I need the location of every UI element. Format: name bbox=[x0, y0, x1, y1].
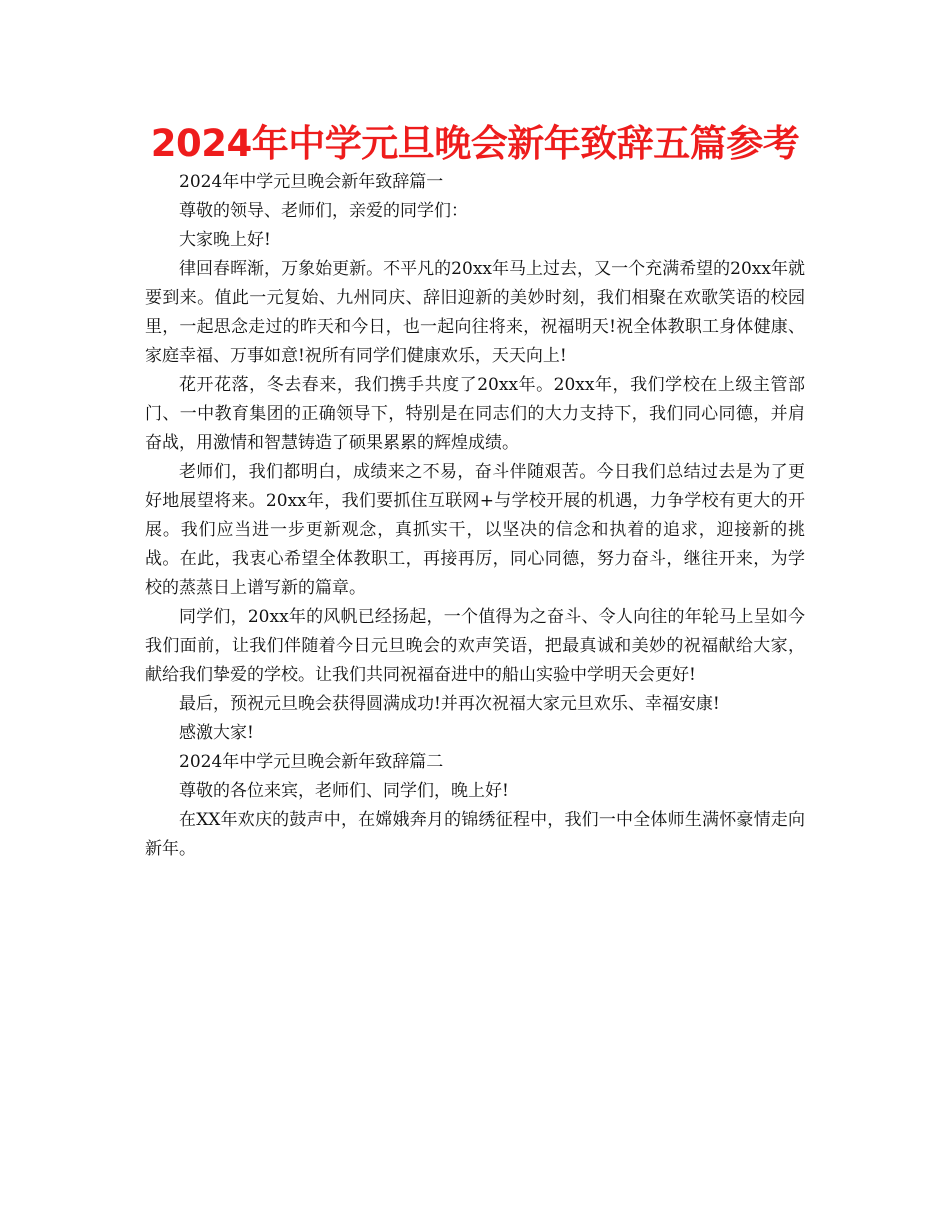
body-paragraph: 老师们，我们都明白，成绩来之不易，奋斗伴随艰苦。今日我们总结过去是为了更好地展望将来。20xx年，我们要抓住互联网+与学校开展的机遇，力争学校有更大的开展。我们应当进一步更新观念，真抓实干，以坚决的信念和执着的追求，迎接新的挑战。在此，我衷心希望全体教职工，再接再厉，同心同德，努力奋斗，继往开来，为学校的蒸蒸日上谱写新的篇章。 bbox=[145, 462, 805, 598]
body-paragraph: 花开花落，冬去春来，我们携手共度了20xx年。20xx年，我们学校在上级主管部门、一中教育集团的正确领导下，特别是在同志们的大力支持下，我们同心同德，并肩奋战，用激情和智慧铸造了硕果累累的辉煌成绩。 bbox=[145, 375, 805, 453]
salutation-1: 尊敬的领导、老师们，亲爱的同学们： bbox=[179, 201, 468, 221]
body-paragraph: 在XX年欢庆的鼓声中，在嫦娥奔月的锦绣征程中，我们一中全体师生满怀豪情走向新年。 bbox=[145, 810, 805, 859]
thanks-line: 感激大家! bbox=[179, 723, 254, 743]
greeting-1: 大家晚上好! bbox=[179, 230, 271, 250]
body-paragraph: 同学们，20xx年的风帆已经扬起，一个值得为之奋斗、令人向往的年轮马上呈如今我们面前，让我们伴随着今日元旦晚会的欢声笑语，把最真诚和美妙的祝福献给大家，献给我们挚爱的学校。让我们共同祝福奋进中的船山实验中学明天会更好! bbox=[145, 607, 805, 685]
section-heading-2: 2024年中学元旦晚会新年致辞篇二 bbox=[179, 752, 444, 772]
document-body bbox=[145, 168, 805, 864]
body-paragraph: 律回春晖渐，万象始更新。不平凡的20xx年马上过去，又一个充满希望的20xx年就要到来。值此一元复始、九州同庆、辞旧迎新的美妙时刻，我们相聚在欢歌笑语的校园里，一起思念走过的昨天和今日，也一起向往将来，祝福明天!祝全体教职工身体健康、家庭幸福、万事如意!祝所有同学们健康欢乐，天天向上! bbox=[145, 259, 805, 366]
closing-wish: 最后，预祝元旦晚会获得圆满成功!并再次祝福大家元旦欢乐、幸福安康! bbox=[179, 694, 720, 714]
section-heading-1: 2024年中学元旦晚会新年致辞篇一 bbox=[179, 172, 444, 192]
document-title: 2024年中学元旦晚会新年致辞五篇参考 bbox=[150, 122, 800, 165]
salutation-2: 尊敬的各位来宾，老师们、同学们，晚上好! bbox=[179, 781, 509, 801]
